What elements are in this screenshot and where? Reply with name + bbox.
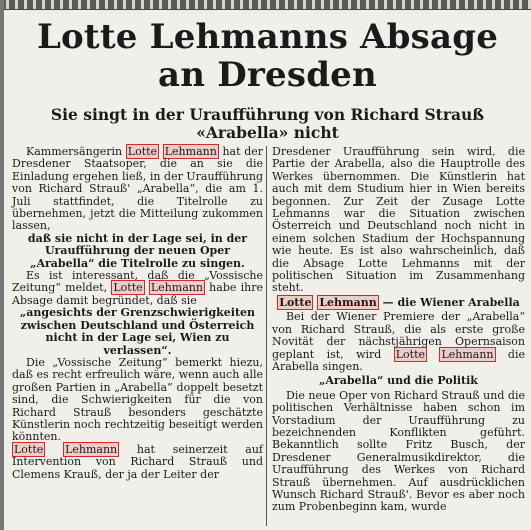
highlight-lehmann: Lehmann [319, 295, 377, 309]
highlight-lotte: Lotte [113, 281, 143, 295]
highlight-lehmann: Lehmann [150, 281, 203, 295]
right-heading-1 [272, 297, 525, 309]
left-paragraph-4 [12, 444, 263, 481]
highlight-lotte: Lotte [395, 347, 426, 361]
right-paragraph-2 [272, 311, 525, 373]
article-headline: Lotte Lehmanns Absage an Dresden [36, 17, 499, 95]
left-paragraph-3: Die „Vossische Zeitung“ bemerkt hiezu, daß es recht erfreulich wäre, wenn auch alle großen Partien in „Arabella“ doppelt besetzt sind, die Schwierigkeiten für die von Richard Strauß besonders geschätzte Künstlerin noch rechtzeitig beseitigt werden könnten. [12, 355, 263, 444]
left-paragraph-1 [12, 146, 263, 233]
highlight-lehmann: Lehmann [441, 347, 494, 361]
right-paragraph-1: Dresdener Uraufführung sein wird, die Partie der Arabella, also die Hauptrolle des Werkes übernommen. Die Künstlerin hat auch mit dem Studium hier in Wien bereits begonnen. Zur Zeit der Zusage Lotte Lehmanns war die Situation zwischen Österreich und Deutschland noch nicht in einem solchen Stadium der Hochspannung wie heute. Es ist also wahrscheinlich, daß die Absage Lotte Lehmanns mit der politischen Situation im Zusammenhang steht. [272, 145, 525, 295]
right-column [272, 146, 525, 514]
text-segment: die Arabella singen. [272, 347, 525, 373]
column-divider [266, 146, 267, 526]
highlight-lotte: Lotte [14, 442, 44, 456]
left-column [12, 146, 263, 481]
decorative-border-top [0, 0, 531, 10]
right-paragraph-3: Die neue Oper von Richard Strauß und die politischen Verhältnisse haben schon im Vorstadium der Uraufführung zu bezeichnenden Konflikten geführt. Bekanntlich sollte Fritz Busch, der Dresdener Generalmusikdirektor, die Uraufführung des Werkes von Richard Strauß übernehmen. Auf ausdrücklichen Wunsch Richard Strauß'. Bevor es aber noch zum Probenbeginn kam, wurde [272, 388, 525, 514]
text-segment: hat seinerzeit auf Intervention von Richard Strauß und Clemens Krauß, der ja der Leiter der [12, 442, 263, 481]
text-segment: Es ist interessant, daß die „Vossische Zeitung“ meldet, [12, 269, 263, 295]
highlight-lehmann: Lehmann [164, 145, 217, 158]
article-subheadline: Sie singt in der Uraufführung von Richard Strauß «Arabella» nicht [50, 105, 485, 142]
highlight-lotte: Lotte [279, 295, 312, 309]
text-segment: Kammersängerin [26, 145, 126, 158]
left-quote-2: „angesichts der Grenzschwierigkeiten zwischen Deutschland und Österreich nicht in der Lage sei, Wien zu verlassen“. [19, 306, 256, 357]
highlight-lehmann: Lehmann [65, 442, 118, 456]
text-segment: habe ihre Absage damit begründet, daß sie [12, 281, 263, 307]
right-heading-2: „Arabella“ und die Politik [319, 374, 478, 388]
text-segment: — die Wiener Arabella [378, 295, 520, 309]
text-segment: Bei der Wiener Premiere der „Arabella“ von Richard Strauß, die als erste große Novität der nächstjährigen Opernsaison geplant ist, wird [272, 310, 525, 361]
text-segment: hat der Dresdener Staatsoper, die an sie die Einladung ergehen ließ, in der Uraufführung von Richard Strauß' „Arabella“, die am 1. Juli stattfindet, die Titelrolle zu übernehmen, jetzt die Mitteilung zukommen lassen, [12, 145, 263, 233]
decorative-border-left [0, 0, 4, 530]
left-quote-1: daß sie nicht in der Lage sei, in der Uraufführung der neuen Oper „Arabella“ die Titelrolle zu singen. [27, 231, 248, 270]
left-paragraph-2 [12, 270, 263, 307]
highlight-lotte: Lotte [127, 145, 158, 158]
